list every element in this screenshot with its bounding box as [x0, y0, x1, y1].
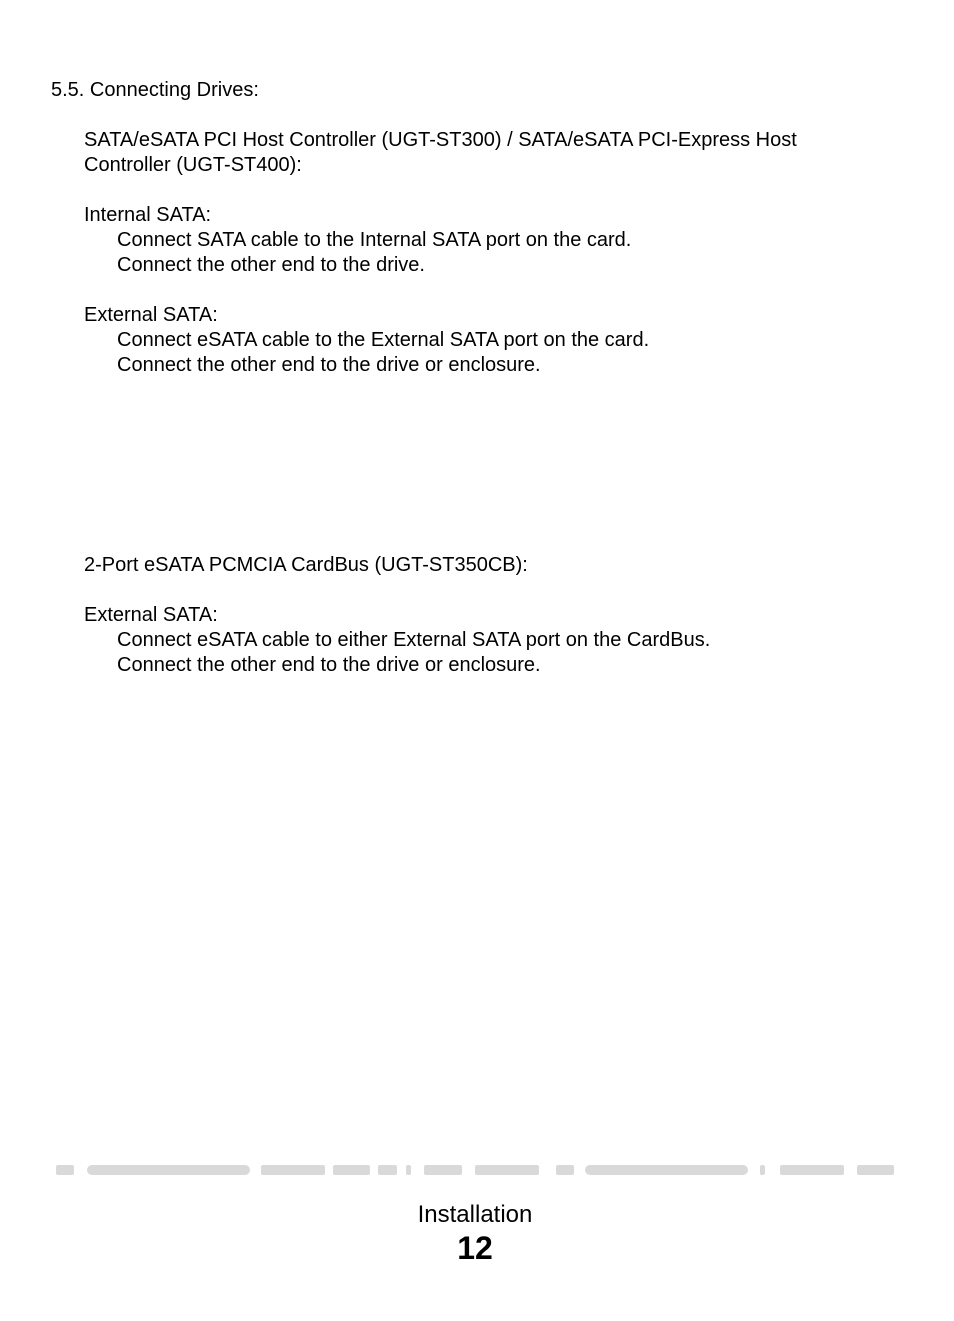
footer-divider-segment — [556, 1165, 574, 1175]
pci-controller-title-line1: SATA/eSATA PCI Host Controller (UGT-ST300) / SATA/eSATA PCI-Express Host — [84, 129, 797, 151]
footer-divider-segment — [56, 1165, 74, 1175]
footer-divider-segment — [261, 1165, 325, 1175]
page-number: 12 — [457, 1230, 493, 1266]
footer-section-name: Installation — [417, 1201, 533, 1228]
pci-external-step-2: Connect the other end to the drive or enclosure. — [117, 354, 541, 376]
pci-internal-step-2: Connect the other end to the drive. — [117, 254, 425, 276]
footer-divider-segment — [780, 1165, 844, 1175]
footer-divider-segment — [406, 1165, 411, 1175]
footer-divider-segment — [378, 1165, 397, 1175]
pci-controller-title-line2: Controller (UGT-ST400): — [84, 154, 302, 176]
pci-external-step-1: Connect eSATA cable to the External SATA port on the card. — [117, 329, 650, 351]
pci-internal-sata-label: Internal SATA: — [84, 204, 212, 226]
section-heading: 5.5. Connecting Drives: — [51, 79, 259, 101]
cardbus-external-sata-label: External SATA: — [84, 604, 218, 626]
footer-divider-segment — [424, 1165, 462, 1175]
footer-divider-segment — [87, 1165, 250, 1175]
cardbus-title: 2-Port eSATA PCMCIA CardBus (UGT-ST350CB): — [84, 554, 528, 576]
footer-divider-segment — [475, 1165, 539, 1175]
footer-divider-segment — [857, 1165, 894, 1175]
footer-divider-segment — [585, 1165, 748, 1175]
cardbus-external-step-2: Connect the other end to the drive or enclosure. — [117, 654, 541, 676]
cardbus-external-step-1: Connect eSATA cable to either External SATA port on the CardBus. — [117, 629, 711, 651]
footer-divider-segment — [333, 1165, 370, 1175]
pci-external-sata-label: External SATA: — [84, 304, 218, 326]
pci-internal-step-1: Connect SATA cable to the Internal SATA port on the card. — [117, 229, 632, 251]
footer-divider-segment — [760, 1165, 765, 1175]
